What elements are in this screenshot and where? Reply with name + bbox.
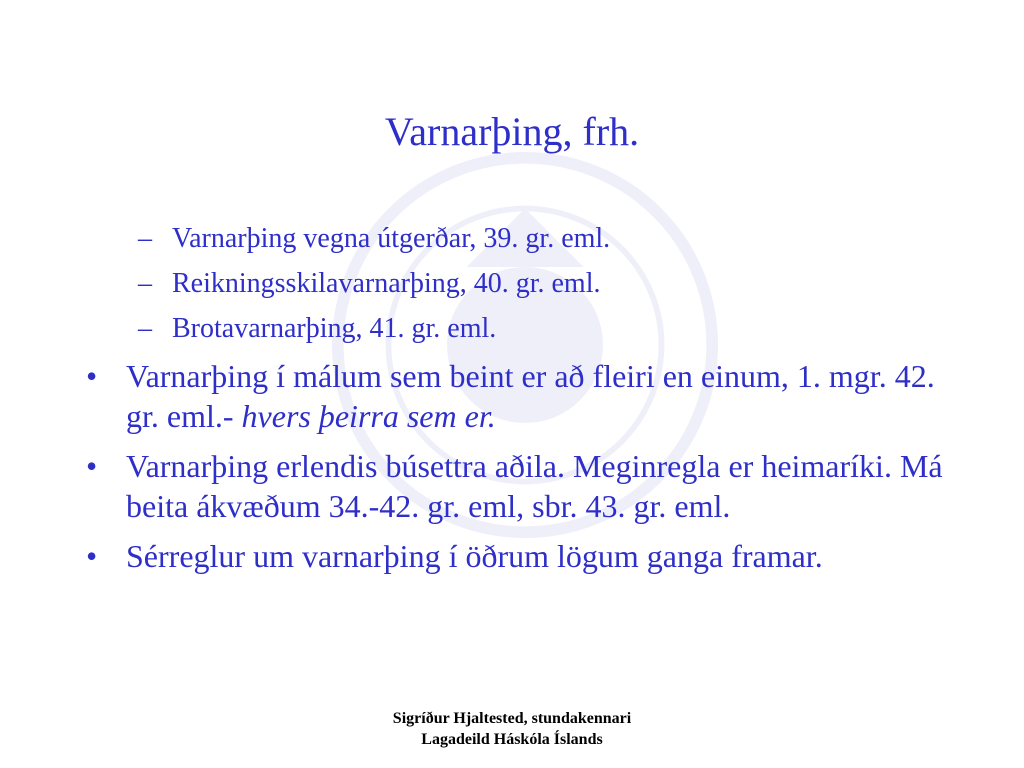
sub-item-text: Brotavarnarþing, 41. gr. eml. xyxy=(172,313,497,344)
sub-item xyxy=(138,221,610,256)
sub-item xyxy=(138,266,610,301)
bullet-text: Sérreglur um varnarþing í öðrum lögum ganga framar. xyxy=(126,538,823,574)
footer-institution: Lagadeild Háskóla Íslands xyxy=(421,731,603,748)
footer xyxy=(0,708,1024,750)
bullet-item xyxy=(84,446,944,526)
slide-title: Varnarþing, frh. xyxy=(384,109,640,154)
bullet-marker: • xyxy=(86,448,98,484)
sub-item-list xyxy=(138,221,610,356)
bullet-marker: • xyxy=(86,538,98,574)
sub-item-text: Reikningsskilavarnarþing, 40. gr. eml. xyxy=(172,268,601,299)
dash-marker: – xyxy=(138,268,152,299)
sub-item xyxy=(138,311,610,346)
bullet-text: Varnarþing í málum sem beint er að fleiri en einum, 1. mgr. 42. gr. eml.- xyxy=(126,358,935,434)
bullet-item xyxy=(84,356,944,436)
bullet-list xyxy=(84,356,944,586)
footer-author: Sigríður Hjaltested, stundakennari xyxy=(392,710,632,727)
sub-item-text: Varnarþing vegna útgerðar, 39. gr. eml. xyxy=(172,223,611,254)
bullet-marker: • xyxy=(86,358,98,394)
dash-marker: – xyxy=(138,313,152,344)
bullet-item xyxy=(84,536,944,576)
bullet-text: Varnarþing erlendis búsettra aðila. Meginregla er heimaríki. Má beita ákvæðum 34.-42. gr. eml, sbr. 43. gr. eml. xyxy=(126,448,943,524)
bullet-italic-text: hvers þeirra sem er. xyxy=(241,398,496,434)
dash-marker: – xyxy=(138,223,152,254)
